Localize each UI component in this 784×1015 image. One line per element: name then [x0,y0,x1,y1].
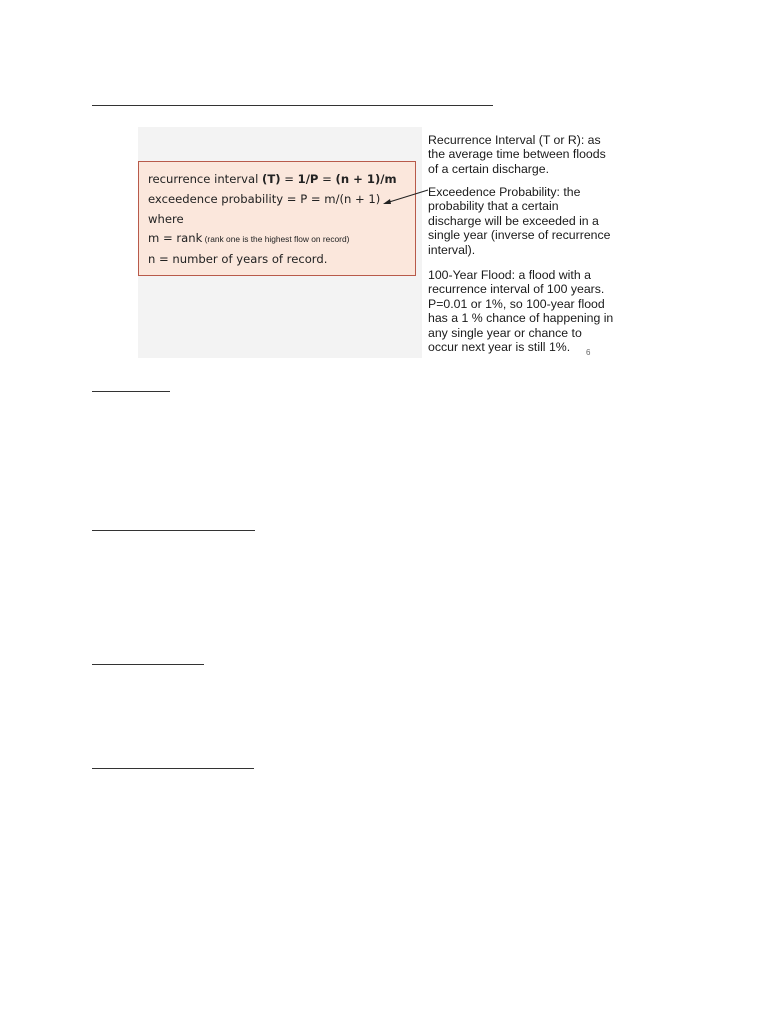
rank-note: (rank one is the highest flow on record) [202,234,350,245]
formula-years: n = number of years of record. [148,252,328,267]
header-rule [92,105,493,106]
formula-rank: m = rank (rank one is the highest flow on record) [148,231,350,246]
hundred-year-flood-description: 100-Year Flood: a flood with a recurrence interval of 100 years. P=0.01 or 1%, so 100-year flood has a 1 % chance of happening in any single year or chance to occur next year is still 1%. [428,268,614,355]
blank-heading-rule-4 [92,768,254,769]
arrow-icon [382,189,430,205]
blank-heading-rule-1 [92,391,170,392]
recurrence-interval-description: Recurrence Interval (T or R): as the average time between floods of a certain discharge. [428,133,606,176]
slide-number: 6 [586,348,591,357]
formula-box [138,161,416,276]
exceedence-probability-description: Exceedence Probability: the probability that a certain discharge will be exceeded in a single year (inverse of recurrence interval). [428,185,611,257]
formula-where: where [148,211,184,226]
formula-recurrence-interval: recurrence interval (T) = 1/P = (n + 1)/m [148,172,397,186]
blank-heading-rule-2 [92,530,255,531]
slide-figure [138,127,612,358]
blank-heading-rule-3 [92,664,204,665]
formula-exceedence-probability: exceedence probability = P = m/(n + 1) [148,191,381,206]
